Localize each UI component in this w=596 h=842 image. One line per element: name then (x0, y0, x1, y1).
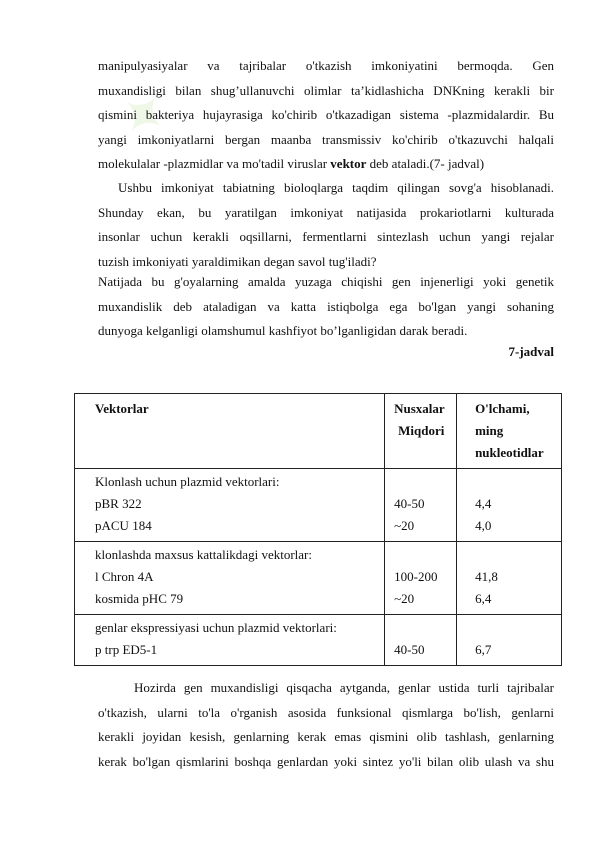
paragraph-2 (98, 176, 554, 274)
text-segment: molekulalar -plazmidlar va mo'tadil viruslar (98, 156, 331, 171)
text-line: yangi imkoniyatlarni bergan maanba transmissiv ko'chirib o'tkazuvchi halqali (98, 131, 554, 147)
header-line: ming (475, 423, 504, 438)
group-title: genlar ekspressiyasi uchun plazmid vektorlari: (95, 620, 337, 635)
text-line: kerakli joyidan kesish, genlarning kerak emas qismini olib tashlash, genlarning (98, 729, 554, 744)
header-label (457, 394, 561, 468)
text-line: kerak bo'lgan qismlarini boshqa genlardan yoki sintez yo'li bilan olib ulash va shu (98, 753, 554, 769)
header-label (385, 394, 456, 446)
header-line: Miqdori (398, 423, 445, 438)
table-cell (457, 469, 562, 542)
copies-value: ~20 (394, 518, 415, 533)
table-cell (75, 615, 385, 666)
vector-name: l Chron 4A (95, 569, 154, 584)
table-cell (75, 542, 385, 615)
vector-name: pACU 184 (95, 518, 152, 533)
header-line: nukleotidlar (475, 445, 544, 460)
size-value: 6,7 (475, 642, 492, 657)
vector-name: p trp ED5-1 (95, 642, 158, 657)
size-value: 41,8 (475, 569, 498, 584)
copies-value: 40-50 (394, 642, 425, 657)
cell-content (385, 615, 456, 665)
header-cell-vectors (75, 394, 385, 469)
group-title: Klonlash uchun plazmid vektorlari: (95, 474, 280, 489)
size-value: 4,4 (475, 496, 492, 511)
copies-value: ~20 (394, 591, 415, 606)
size-value: 6,4 (475, 591, 492, 606)
header-line: Nusxalar (394, 401, 445, 416)
header-line: O'lchami, (475, 401, 530, 416)
header-cell-copies (385, 394, 457, 469)
paragraph-3 (98, 270, 554, 344)
table-row (75, 469, 562, 542)
text-line: dunyoga kelganligi olamshumul kashfiyot bo’lganligidan darak beradi. (98, 323, 468, 338)
text-line: muxandislik deb ataladigan va katta istiqbolga ega bo'lgan yangi sohaning (98, 298, 554, 314)
table-cell (385, 615, 457, 666)
text-line: Hozirda gen muxandisligi qisqacha aytganda, genlar ustida turli tajribalar (134, 680, 554, 695)
paragraph-4 (98, 676, 554, 774)
text-line: manipulyasiyalar va tajribalar o'tkazish imkoniyatini bermoqda. Gen (98, 58, 554, 73)
vector-name: kosmida pHC 79 (95, 591, 184, 606)
cell-content (457, 542, 561, 614)
bold-term-vektor: vektor (330, 156, 367, 171)
cell-content (75, 615, 384, 665)
cell-content (385, 542, 456, 614)
copies-value: 40-50 (394, 496, 425, 511)
cell-content (385, 469, 456, 541)
table-cell (457, 542, 562, 615)
size-value: 4,0 (475, 518, 492, 533)
text-segment: deb ataladi.(7- jadval) (366, 156, 485, 171)
table-row (75, 615, 562, 666)
text-line: Ushbu imkoniyat tabiatning bioloqlarga taqdim qilingan sovg'a hisoblanadi. (118, 180, 554, 195)
text-line: Shunday ekan, bu yaratilgan imkoniyat natijasida prokariotlarni kulturada (98, 204, 554, 220)
header-label: Vektorlar (95, 401, 149, 416)
text-line: tuzish imkoniyati yaraldimikan degan savol tug'iladi? (98, 253, 377, 269)
table-cell (457, 615, 562, 666)
cell-content (457, 615, 561, 665)
cell-content (457, 469, 561, 541)
group-title: klonlashda maxsus kattalikdagi vektorlar: (95, 547, 312, 562)
vectors-table (74, 393, 562, 666)
table-row (75, 542, 562, 615)
cell-content (75, 542, 384, 614)
text-line: qismini bakteriya hujayrasiga ko'chirib o'tkazadigan sistema -plazmidalardir. Bu (98, 107, 554, 122)
table-header-row (75, 394, 562, 469)
table-cell (385, 469, 457, 542)
table-cell (385, 542, 457, 615)
copies-value: 100-200 (394, 569, 438, 584)
table-caption: 7-jadval (508, 344, 554, 359)
vector-name: pBR 322 (95, 496, 142, 511)
text-line: Natijada bu g'oyalarning amalda yuzaga chiqishi gen injenerligi yoki genetik (98, 274, 554, 289)
watermark-decoration: ✦ (102, 74, 189, 156)
text-line (98, 152, 554, 177)
table-cell (75, 469, 385, 542)
text-line: o'tkazish, ularni to'la o'rganish asosida funksional qismlarga bo'lish, genlarni (98, 704, 554, 720)
text-line: insonlar uchun kerakli oqsillarni, fermentlarni sintezlash uchun yangi rejalar (98, 229, 554, 244)
header-cell-size (457, 394, 562, 469)
cell-content (75, 469, 384, 541)
text-line: muxandisligi bilan shug’ullanuvchi olimlar ta’kidlashicha DNKning kerakli bir (98, 82, 554, 98)
paragraph-1 (98, 54, 554, 177)
